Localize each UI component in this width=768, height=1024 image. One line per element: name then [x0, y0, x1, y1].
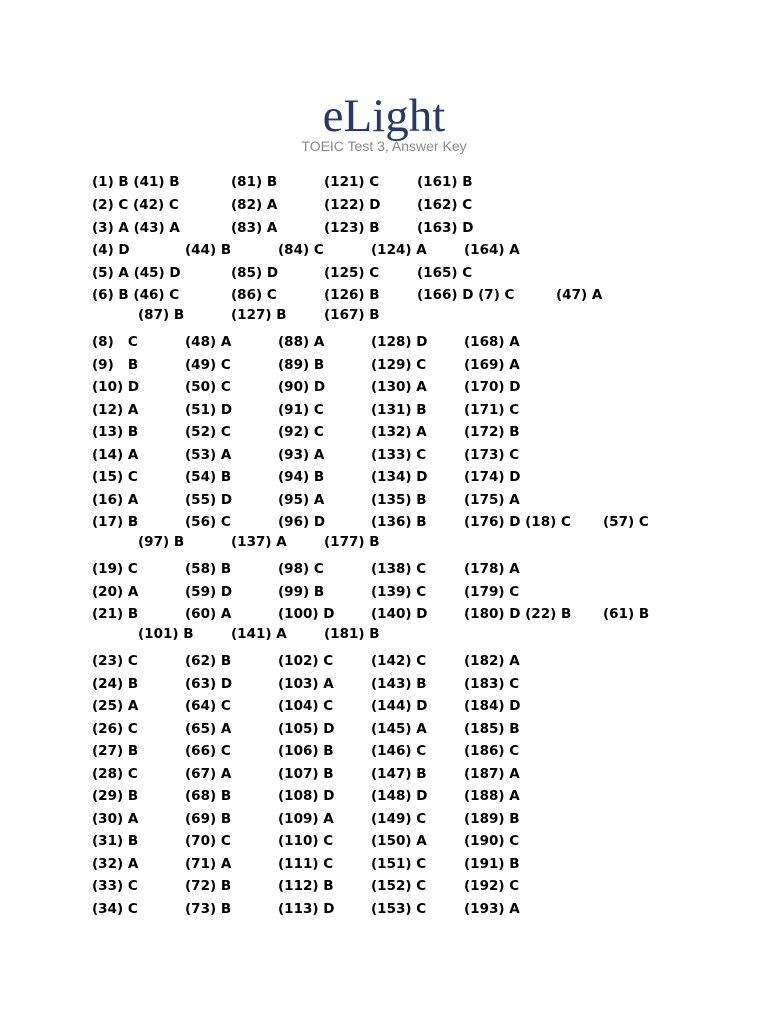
answer-entry: (33) C	[92, 878, 138, 894]
answer-entry: (91) C	[278, 402, 324, 418]
answer-line	[0, 764, 768, 784]
answer-entry: (184) D	[464, 698, 521, 714]
answer-entry: (6) B (46) C	[92, 287, 180, 303]
answer-entry: (67) A	[185, 766, 232, 782]
answer-entry: (52) C	[185, 424, 231, 440]
answer-entry: (81) B	[231, 174, 278, 190]
answer-entry: (10) D	[92, 379, 140, 395]
answer-entry: (143) B	[371, 676, 427, 692]
answer-entry: (86) C	[231, 287, 277, 303]
answer-entry: (48) A	[185, 334, 232, 350]
answer-entry: (87) B	[138, 307, 185, 323]
answer-entry: (180) D (22) B	[464, 606, 572, 622]
answer-entry: (153) C	[371, 901, 427, 917]
answer-entry: (55) D	[185, 492, 233, 508]
answer-entry: (92) C	[278, 424, 324, 440]
answer-line	[0, 696, 768, 716]
answer-entry: (122) D	[324, 197, 381, 213]
answer-line	[0, 512, 768, 532]
answer-entry: (25) A	[92, 698, 139, 714]
answer-entry: (183) C	[464, 676, 520, 692]
answer-entry: (30) A	[92, 811, 139, 827]
answer-entry: (133) C	[371, 447, 427, 463]
answer-entry: (59) D	[185, 584, 233, 600]
answer-entry: (96) D	[278, 514, 326, 530]
answer-entry: (72) B	[185, 878, 232, 894]
answer-entry: (149) C	[371, 811, 427, 827]
answer-entry: (64) C	[185, 698, 231, 714]
answer-line	[0, 195, 768, 215]
answer-entry: (179) C	[464, 584, 520, 600]
answer-entry: (112) B	[278, 878, 334, 894]
answer-entry: (144) D	[371, 698, 428, 714]
answer-entry: (170) D	[464, 379, 521, 395]
answer-entry: (27) B	[92, 743, 139, 759]
answer-entry: (169) A	[464, 357, 520, 373]
answer-entry: (146) C	[371, 743, 427, 759]
answer-entry: (51) D	[185, 402, 233, 418]
answer-entry: (100) D	[278, 606, 335, 622]
answer-entry: (164) A	[464, 242, 520, 258]
answer-entry: (9) B	[92, 357, 139, 373]
brand-title: eLight	[322, 90, 446, 142]
answer-entry: (61) B	[603, 606, 650, 622]
answer-entry: (71) A	[185, 856, 232, 872]
answer-entry: (101) B	[138, 626, 194, 642]
answer-entry: (188) A	[464, 788, 520, 804]
answer-entry: (13) B	[92, 424, 139, 440]
answer-entry: (15) C	[92, 469, 138, 485]
answer-line	[0, 876, 768, 896]
answer-entry: (65) A	[185, 721, 232, 737]
answer-entry: (162) C	[417, 197, 473, 213]
answer-entry: (44) B	[185, 242, 232, 258]
answer-entry: (20) A	[92, 584, 139, 600]
answer-entry: (93) A	[278, 447, 325, 463]
answer-entry: (145) A	[371, 721, 427, 737]
answer-line	[0, 651, 768, 671]
answer-entry: (73) B	[185, 901, 232, 917]
answer-entry: (26) C	[92, 721, 138, 737]
answer-line	[0, 355, 768, 375]
answer-entry: (53) A	[185, 447, 232, 463]
answer-entry: (171) C	[464, 402, 520, 418]
answer-entry: (137) A	[231, 534, 287, 550]
answer-entry: (182) A	[464, 653, 520, 669]
answer-line	[0, 218, 768, 238]
answer-entry: (58) B	[185, 561, 232, 577]
answer-entry: (113) D	[278, 901, 335, 917]
answer-entry: (88) A	[278, 334, 325, 350]
answer-entry: (54) B	[185, 469, 232, 485]
answer-entry: (125) C	[324, 265, 380, 281]
answer-entry: (109) A	[278, 811, 334, 827]
answer-entry: (60) A	[185, 606, 232, 622]
answer-entry: (47) A	[556, 287, 603, 303]
answer-entry: (24) B	[92, 676, 139, 692]
answer-entry: (147) B	[371, 766, 427, 782]
answer-entry: (163) D	[417, 220, 474, 236]
answer-entry: (28) C	[92, 766, 138, 782]
answer-entry: (5) A (45) D	[92, 265, 181, 281]
answer-entry: (140) D	[371, 606, 428, 622]
answer-entry: (185) B	[464, 721, 520, 737]
answer-line	[0, 490, 768, 510]
answer-entry: (17) B	[92, 514, 139, 530]
answer-entry: (173) C	[464, 447, 520, 463]
answer-entry: (139) C	[371, 584, 427, 600]
answer-entry: (2) C (42) C	[92, 197, 179, 213]
answer-entry: (31) B	[92, 833, 139, 849]
answer-line	[0, 582, 768, 602]
answer-entry: (98) C	[278, 561, 324, 577]
answer-entry: (94) B	[278, 469, 325, 485]
answer-line	[0, 285, 768, 305]
answer-entry: (3) A (43) A	[92, 220, 180, 236]
answer-entry: (181) B	[324, 626, 380, 642]
answer-entry: (16) A	[92, 492, 139, 508]
answer-entry: (165) C	[417, 265, 473, 281]
answer-entry: (168) A	[464, 334, 520, 350]
answer-entry: (121) C	[324, 174, 380, 190]
answer-entry: (151) C	[371, 856, 427, 872]
answer-entry: (62) B	[185, 653, 232, 669]
answer-entry: (23) C	[92, 653, 138, 669]
answer-entry: (172) B	[464, 424, 520, 440]
answer-entry: (167) B	[324, 307, 380, 323]
answer-entry: (66) C	[185, 743, 231, 759]
answer-entry: (111) C	[278, 856, 334, 872]
answer-entry: (138) C	[371, 561, 427, 577]
answer-line	[0, 240, 768, 260]
answer-entry: (130) A	[371, 379, 427, 395]
answer-entry: (190) C	[464, 833, 520, 849]
answer-entry: (192) C	[464, 878, 520, 894]
answer-entry: (97) B	[138, 534, 185, 550]
answer-entry: (83) A	[231, 220, 278, 236]
answer-entry: (69) B	[185, 811, 232, 827]
answer-entry: (102) C	[278, 653, 334, 669]
answer-entry: (8) C	[92, 334, 138, 350]
answer-entry: (123) B	[324, 220, 380, 236]
answer-line	[0, 604, 768, 624]
answer-entry: (124) A	[371, 242, 427, 258]
answer-entry: (191) B	[464, 856, 520, 872]
answer-entry: (57) C	[603, 514, 649, 530]
answer-line	[0, 377, 768, 397]
answer-line	[0, 831, 768, 851]
answer-entry: (56) C	[185, 514, 231, 530]
answer-entry: (50) C	[185, 379, 231, 395]
answer-entry: (177) B	[324, 534, 380, 550]
answer-entry: (90) D	[278, 379, 326, 395]
answer-entry: (175) A	[464, 492, 520, 508]
answer-entry: (63) D	[185, 676, 233, 692]
answer-entry: (4) D	[92, 242, 130, 258]
answer-entry: (105) D	[278, 721, 335, 737]
answer-entry: (129) C	[371, 357, 427, 373]
answer-line	[0, 305, 768, 325]
answer-entry: (34) C	[92, 901, 138, 917]
answer-entry: (152) C	[371, 878, 427, 894]
answer-entry: (14) A	[92, 447, 139, 463]
answer-entry: (89) B	[278, 357, 325, 373]
answer-line	[0, 532, 768, 552]
document-subtitle: TOEIC Test 3, Answer Key	[301, 138, 467, 154]
answer-entry: (19) C	[92, 561, 138, 577]
answer-entry: (150) A	[371, 833, 427, 849]
answer-entry: (148) D	[371, 788, 428, 804]
answer-entry: (29) B	[92, 788, 139, 804]
answer-entry: (176) D (18) C	[464, 514, 571, 530]
answer-entry: (127) B	[231, 307, 287, 323]
answer-entry: (110) C	[278, 833, 334, 849]
answer-entry: (103) A	[278, 676, 334, 692]
answer-line	[0, 400, 768, 420]
answer-entry: (128) D	[371, 334, 428, 350]
answer-entry: (132) A	[371, 424, 427, 440]
answer-entry: (187) A	[464, 766, 520, 782]
answer-line	[0, 332, 768, 352]
answer-entry: (166) D (7) C	[417, 287, 515, 303]
answer-entry: (104) C	[278, 698, 334, 714]
answer-line	[0, 674, 768, 694]
answer-entry: (131) B	[371, 402, 427, 418]
answer-line	[0, 559, 768, 579]
answer-entry: (161) B	[417, 174, 473, 190]
answer-entry: (189) B	[464, 811, 520, 827]
answer-entry: (12) A	[92, 402, 139, 418]
answer-line	[0, 624, 768, 644]
answer-entry: (126) B	[324, 287, 380, 303]
answer-entry: (186) C	[464, 743, 520, 759]
answer-entry: (21) B	[92, 606, 139, 622]
answer-entry: (85) D	[231, 265, 279, 281]
answer-entry: (32) A	[92, 856, 139, 872]
answer-line	[0, 786, 768, 806]
answer-entry: (193) A	[464, 901, 520, 917]
answer-entry: (174) D	[464, 469, 521, 485]
answer-line	[0, 854, 768, 874]
answer-entry: (135) B	[371, 492, 427, 508]
answer-entry: (107) B	[278, 766, 334, 782]
answer-entry: (136) B	[371, 514, 427, 530]
answer-line	[0, 809, 768, 829]
answer-entry: (70) C	[185, 833, 231, 849]
answer-entry: (95) A	[278, 492, 325, 508]
answer-entry: (99) B	[278, 584, 325, 600]
answer-entry: (82) A	[231, 197, 278, 213]
answer-entry: (84) C	[278, 242, 324, 258]
answer-line	[0, 467, 768, 487]
answer-entry: (1) B (41) B	[92, 174, 180, 190]
answer-entry: (142) C	[371, 653, 427, 669]
answer-line	[0, 741, 768, 761]
answer-line	[0, 899, 768, 919]
answer-line	[0, 263, 768, 283]
answer-line	[0, 172, 768, 192]
answer-entry: (106) B	[278, 743, 334, 759]
answer-entry: (49) C	[185, 357, 231, 373]
answer-entry: (178) A	[464, 561, 520, 577]
answer-entry: (141) A	[231, 626, 287, 642]
answer-line	[0, 445, 768, 465]
answer-line	[0, 422, 768, 442]
answer-entry: (134) D	[371, 469, 428, 485]
answer-line	[0, 719, 768, 739]
answer-entry: (68) B	[185, 788, 232, 804]
answer-entry: (108) D	[278, 788, 335, 804]
